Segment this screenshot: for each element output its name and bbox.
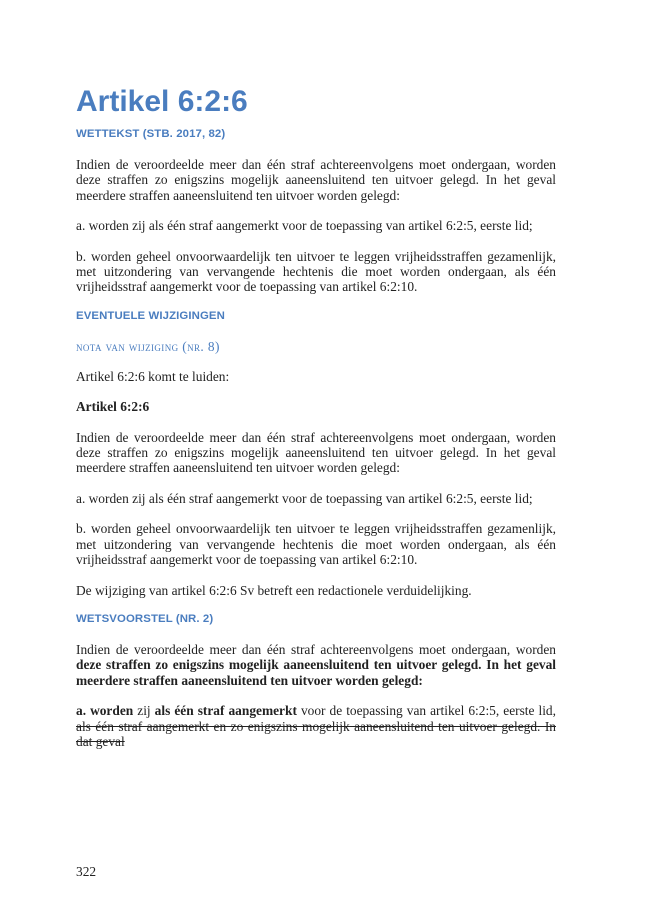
paragraph: Artikel 6:2:6 komt te luiden: — [76, 368, 230, 384]
page-content — [76, 84, 556, 764]
article-heading: Artikel 6:2:6 — [76, 399, 150, 415]
page-title: Artikel 6:2:6 — [76, 85, 248, 118]
paragraph: a. worden zij als één straf aangemerkt voor de toepassing van artikel 6:2:5, eerste lid; — [76, 218, 533, 234]
text-run-bold: a. worden — [76, 703, 134, 719]
subsection-heading: nota van wijziging (nr. 8) — [76, 338, 220, 354]
text-run: Indien de veroordeelde meer dan één straf achtereenvolgens moet ondergaan, worden — [76, 641, 556, 657]
paragraph: Indien de veroordeelde meer dan één straf achtereenvolgens moet ondergaan, worden deze straffen zo enigszins mogelijk aaneensluitend ten uitvoer gelegd. In het geval meerdere straffen aaneensluitend ten uitvoer worden gelegd: — [76, 429, 556, 476]
section-heading-wettekst: WETTEKST (STB. 2017, 82) — [76, 128, 226, 140]
paragraph: b. worden geheel onvoorwaardelijk ten uitvoer te leggen vrijheidsstraffen gezamenlijk, met uitzondering van vervangende hechtenis die moet worden ondergaan, als één vrijheidsstraf aangemerkt voor de toepassing van artikel 6:2:10. — [76, 248, 556, 295]
paragraph — [76, 703, 556, 749]
paragraph: b. worden geheel onvoorwaardelijk ten uitvoer te leggen vrijheidsstraffen gezamenlijk, met uitzondering van vervangende hechtenis die moet worden ondergaan, als één vrijheidsstraf aangemerkt voor de toepassing van artikel 6:2:10. — [76, 521, 556, 568]
section-heading-wijzigingen: EVENTUELE WIJZIGINGEN — [76, 309, 225, 322]
paragraph — [76, 642, 556, 688]
text-run-bold: deze straffen zo enigszins mogelijk aaneensluitend ten uitvoer gelegd. In het geval meerdere straffen aaneensluitend ten uitvoer worden gelegd: — [76, 657, 556, 688]
text-run: voor de toepassing van artikel 6:2:5, eerste lid, — [296, 703, 556, 719]
section-heading-wetsvoorstel: WETSVOORSTEL (NR. 2) — [76, 612, 214, 625]
text-run-bold: als één straf aangemerkt — [154, 703, 297, 719]
paragraph: De wijziging van artikel 6:2:6 Sv betreft een redactionele verduidelijking. — [76, 582, 472, 598]
page-number: 322 — [76, 864, 97, 879]
paragraph: a. worden zij als één straf aangemerkt voor de toepassing van artikel 6:2:5, eerste lid; — [76, 490, 533, 506]
text-run-struck: als één straf aangemerkt en zo enigszins mogelijk aaneensluitend ten uitvoer gelegd. In dat geval — [76, 718, 556, 749]
paragraph: Indien de veroordeelde meer dan één straf achtereenvolgens moet ondergaan, worden deze straffen zo enigszins mogelijk aaneensluitend ten uitvoer gelegd. In het geval meerdere straffen aaneensluitend ten uitvoer worden gelegd: — [76, 157, 556, 203]
text-run: zij — [133, 703, 155, 719]
